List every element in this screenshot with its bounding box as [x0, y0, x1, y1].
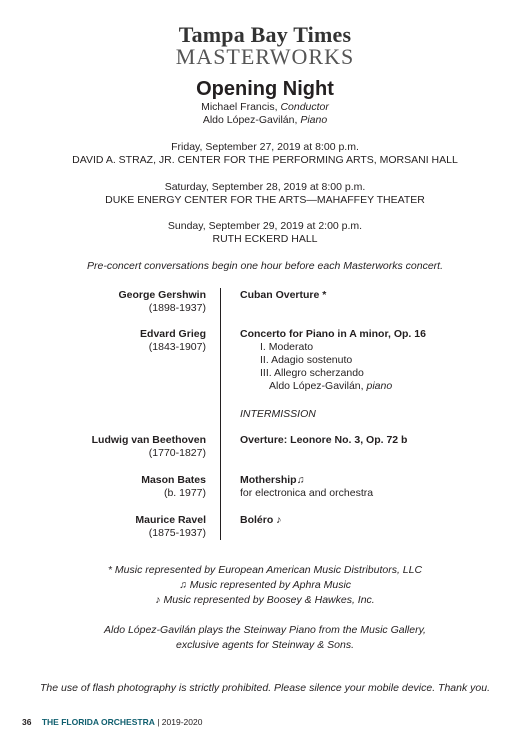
footnote-2: ♫ Music represented by Aphra Music [178, 579, 352, 591]
movement-1: I. Moderato [260, 341, 314, 353]
soloist-name: Aldo López-Gavilán, [269, 380, 364, 392]
pianist-role: Piano [300, 114, 328, 126]
work-title: Boléro ♪ [240, 514, 282, 526]
pianist-credit [0, 114, 530, 126]
composer-gershwin [16, 289, 206, 315]
movement-3: III. Allegro scherzando [260, 367, 364, 379]
event-sunday [0, 220, 530, 246]
work-grieg [240, 328, 426, 393]
intermission-label: INTERMISSION [240, 408, 316, 420]
composer-dates: (1770-1827) [148, 447, 206, 459]
series-title: MASTERWORKS [175, 44, 355, 69]
event-datetime: Sunday, September 29, 2019 at 2:00 p.m. [167, 220, 363, 232]
work-title: Mothership♫ [240, 474, 305, 486]
soloist-role: piano [366, 380, 393, 392]
work-title: Overture: Leonore No. 3, Op. 72 b [240, 434, 408, 446]
composer-bates [16, 474, 206, 500]
conductor-role: Conductor [280, 101, 329, 113]
composer-name: Ludwig van Beethoven [91, 434, 206, 446]
season-label: | 2019-2020 [157, 717, 203, 727]
orchestra-name: THE FLORIDA ORCHESTRA [41, 717, 155, 727]
work-subtitle: for electronica and orchestra [240, 487, 374, 499]
composer-grieg [16, 328, 206, 354]
composer-dates: (b. 1977) [163, 487, 206, 499]
composer-dates: (1875-1937) [148, 527, 206, 539]
footnotes [0, 563, 530, 608]
page-number: 36 [22, 717, 32, 727]
event-friday [0, 141, 530, 167]
event-datetime: Friday, September 27, 2019 at 8:00 p.m. [171, 141, 359, 153]
composer-ravel [16, 514, 206, 540]
work-beethoven [240, 434, 407, 447]
event-venue: DUKE ENERGY CENTER FOR THE ARTS—MAHAFFEY THEATER [105, 194, 425, 206]
composer-name: George Gershwin [118, 289, 206, 301]
event-saturday [0, 181, 530, 207]
composer-name: Maurice Ravel [135, 514, 206, 526]
soloist-credit [240, 380, 426, 393]
program-divider [220, 288, 221, 540]
composer-name: Mason Bates [141, 474, 206, 486]
conductor-name: Michael Francis, [201, 101, 278, 113]
event-venue: DAVID A. STRAZ, JR. CENTER FOR THE PERFORMING ARTS, MORSANI HALL [72, 154, 458, 166]
footnote-3: ♪ Music represented by Boosey & Hawkes, Inc. [155, 594, 375, 606]
steinway-line-1: Aldo López-Gavilán plays the Steinway Piano from the Music Gallery, [104, 624, 426, 636]
event-datetime: Saturday, September 28, 2019 at 8:00 p.m. [164, 181, 366, 193]
concert-title: Opening Night [196, 78, 334, 100]
conductor-credit [0, 101, 530, 113]
composer-beethoven [16, 434, 206, 460]
event-venue: RUTH ECKERD HALL [212, 233, 318, 245]
movement-2: II. Adagio sostenuto [260, 354, 353, 366]
composer-dates: (1843-1907) [148, 341, 206, 353]
composer-dates: (1898-1937) [148, 302, 206, 314]
steinway-note [0, 623, 530, 653]
work-title: Concerto for Piano in A minor, Op. 16 [240, 328, 426, 340]
composer-name: Edvard Grieg [140, 328, 206, 340]
work-bates [240, 474, 373, 500]
page-footer [22, 717, 202, 727]
pianist-name: Aldo López-Gavilán, [202, 114, 298, 126]
work-gershwin [240, 289, 326, 302]
photo-notice: The use of flash photography is strictly prohibited. Please silence your mobile device. Thank you. [40, 682, 490, 694]
steinway-line-2: exclusive agents for Steinway & Sons. [175, 639, 354, 651]
work-ravel [240, 514, 281, 527]
work-title: Cuban Overture * [240, 289, 327, 301]
preconcert-note: Pre-concert conversations begin one hour before each Masterworks concert. [86, 260, 443, 272]
sponsor-logo: Tampa Bay Times [178, 22, 352, 47]
footnote-1: * Music represented by European American Music Distributors, LLC [107, 564, 423, 576]
